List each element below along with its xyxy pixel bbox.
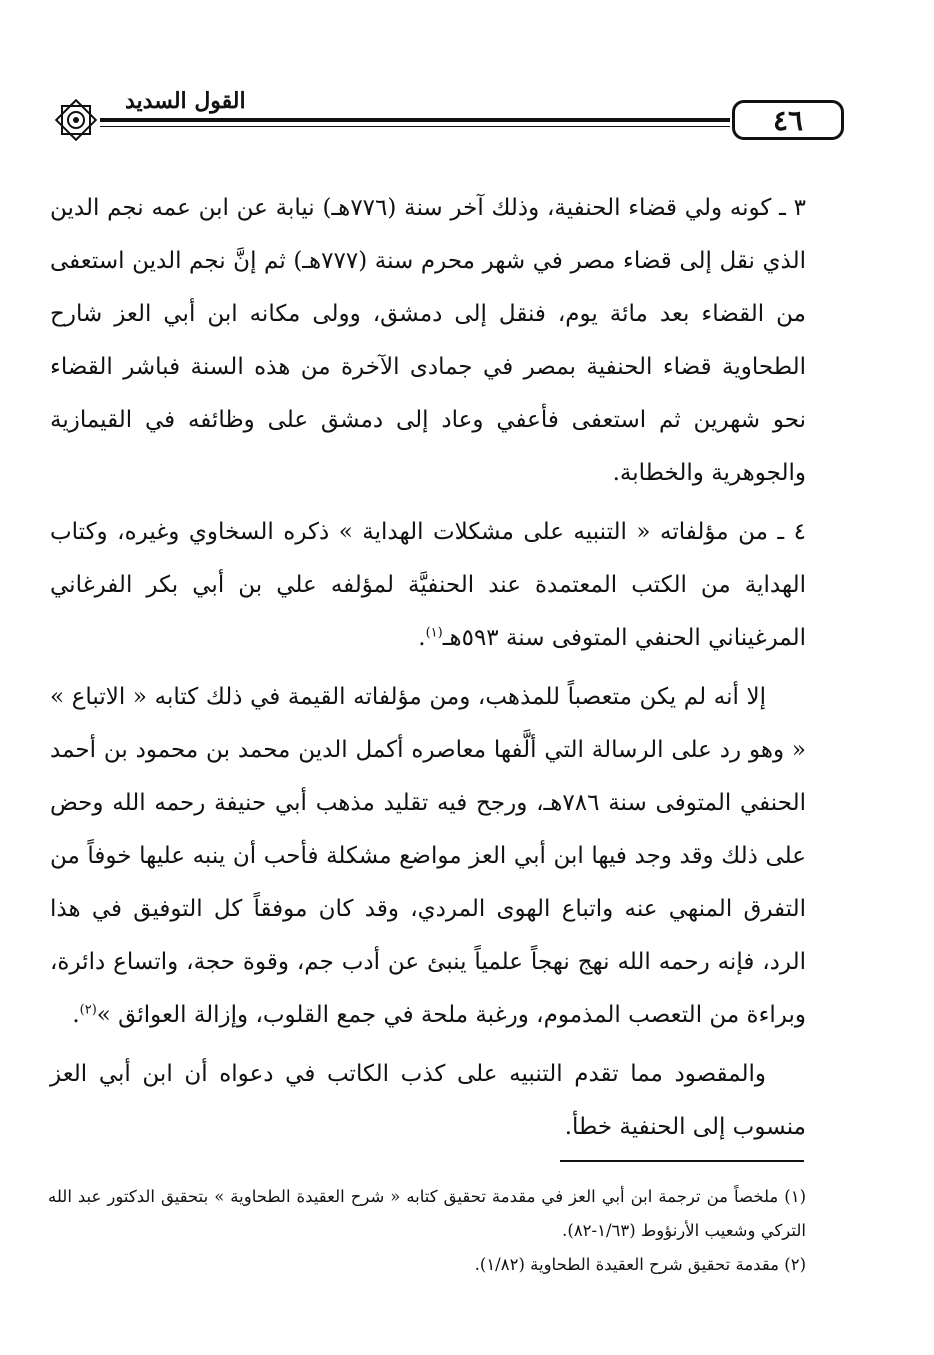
paragraph-text: والمقصود مما تقدم التنبيه على كذب الكاتب في دعواه أن ابن أبي العز منسوب إلى الحنفية خطأ. xyxy=(50,1061,806,1140)
paragraph-illa xyxy=(50,671,806,1042)
paragraph-4 xyxy=(50,506,806,665)
paragraph-text: ٣ ـ كونه ولي قضاء الحنفية، وذلك آخر سنة (٧٧٦هـ) نيابة عن ابن عمه نجم الدين الذي نقل إلى قضاء مصر في شهر محرم سنة (٧٧٧هـ) ثم إنَّ نجم الدين استعفى من القضاء بعد مائة يوم، فنقل إلى دمشق، وولى مكانه ابن أبي العز شارح الطحاوية قضاء الحنفية بمصر في جمادى الآخرة من هذه السنة فباشر القضاء نحو شهرين ثم استعفى فأعفي وعاد إلى دمشق على وظائفه في القيمازية والجوهرية والخطابة. xyxy=(50,195,807,486)
paragraph-text: ٤ ـ من مؤلفاته « التنبيه على مشكلات الهداية » ذكره السخاوي وغيره، وكتاب الهداية من الكتب المعتمدة عند الحنفيَّة لمؤلفه علي بن أبي بكر الفرغاني المرغيناني الحنفي المتوفى سنة ٥٩٣هـ xyxy=(50,519,806,651)
header-rule-thin xyxy=(100,126,730,127)
book-title: القول السديد xyxy=(125,88,246,114)
period: . xyxy=(72,1002,80,1028)
footnote-ref-2[interactable]: (٢) xyxy=(79,1002,97,1018)
footnote-ref-1[interactable]: (١) xyxy=(425,625,443,641)
header-rule xyxy=(100,118,730,122)
paragraph-text: إلا أنه لم يكن متعصباً للمذهب، ومن مؤلفاته القيمة في ذلك كتابه « الاتباع » « وهو رد على الرسالة التي ألَّفها معاصره أكمل الدين محمد بن محمود بن أحمد الحنفي المتوفى سنة ٧٨٦هـ، ورجح فيه تقليد مذهب أبي حنيفة رحمه الله وحض على ذلك وقد وجد فيها ابن أبي العز مواضع مشكلة فأحب أن ينبه عليها خوفاً من التفرق المنهي عنه واتباع الهوى المردي، وقد كان موفقاً كل التوفيق في هذا الرد، فإنه رحمه الله نهج نهجاً علمياً ينبئ عن أدب جم، وقوة حجة، واتساع دائرة، وبراءة من التعصب المذموم، ورغبة ملحة في جمع القلوب، وإزالة العوائق » xyxy=(50,684,806,1028)
page-number: ٤٦ xyxy=(732,100,844,140)
footnote-2: (٢) مقدمة تحقيق شرح العقيدة الطحاوية (١/٨٢). xyxy=(474,1255,806,1274)
main-text xyxy=(50,182,806,1160)
footnote-1: (١) ملخصاً من ترجمة ابن أبي العز في مقدمة تحقيق كتابه « شرح العقيدة الطحاوية » بتحقيق الدكتور عبد الله التركي وشعيب الأرنؤوط (١/٦٣-٨٢). xyxy=(48,1187,806,1240)
page-header xyxy=(40,88,872,158)
footnotes xyxy=(48,1180,806,1282)
paragraph-conclusion xyxy=(50,1048,806,1154)
period: . xyxy=(418,625,426,651)
star-ornament-icon xyxy=(52,96,100,144)
paragraph-3 xyxy=(50,182,806,500)
footnote-separator xyxy=(560,1160,804,1162)
